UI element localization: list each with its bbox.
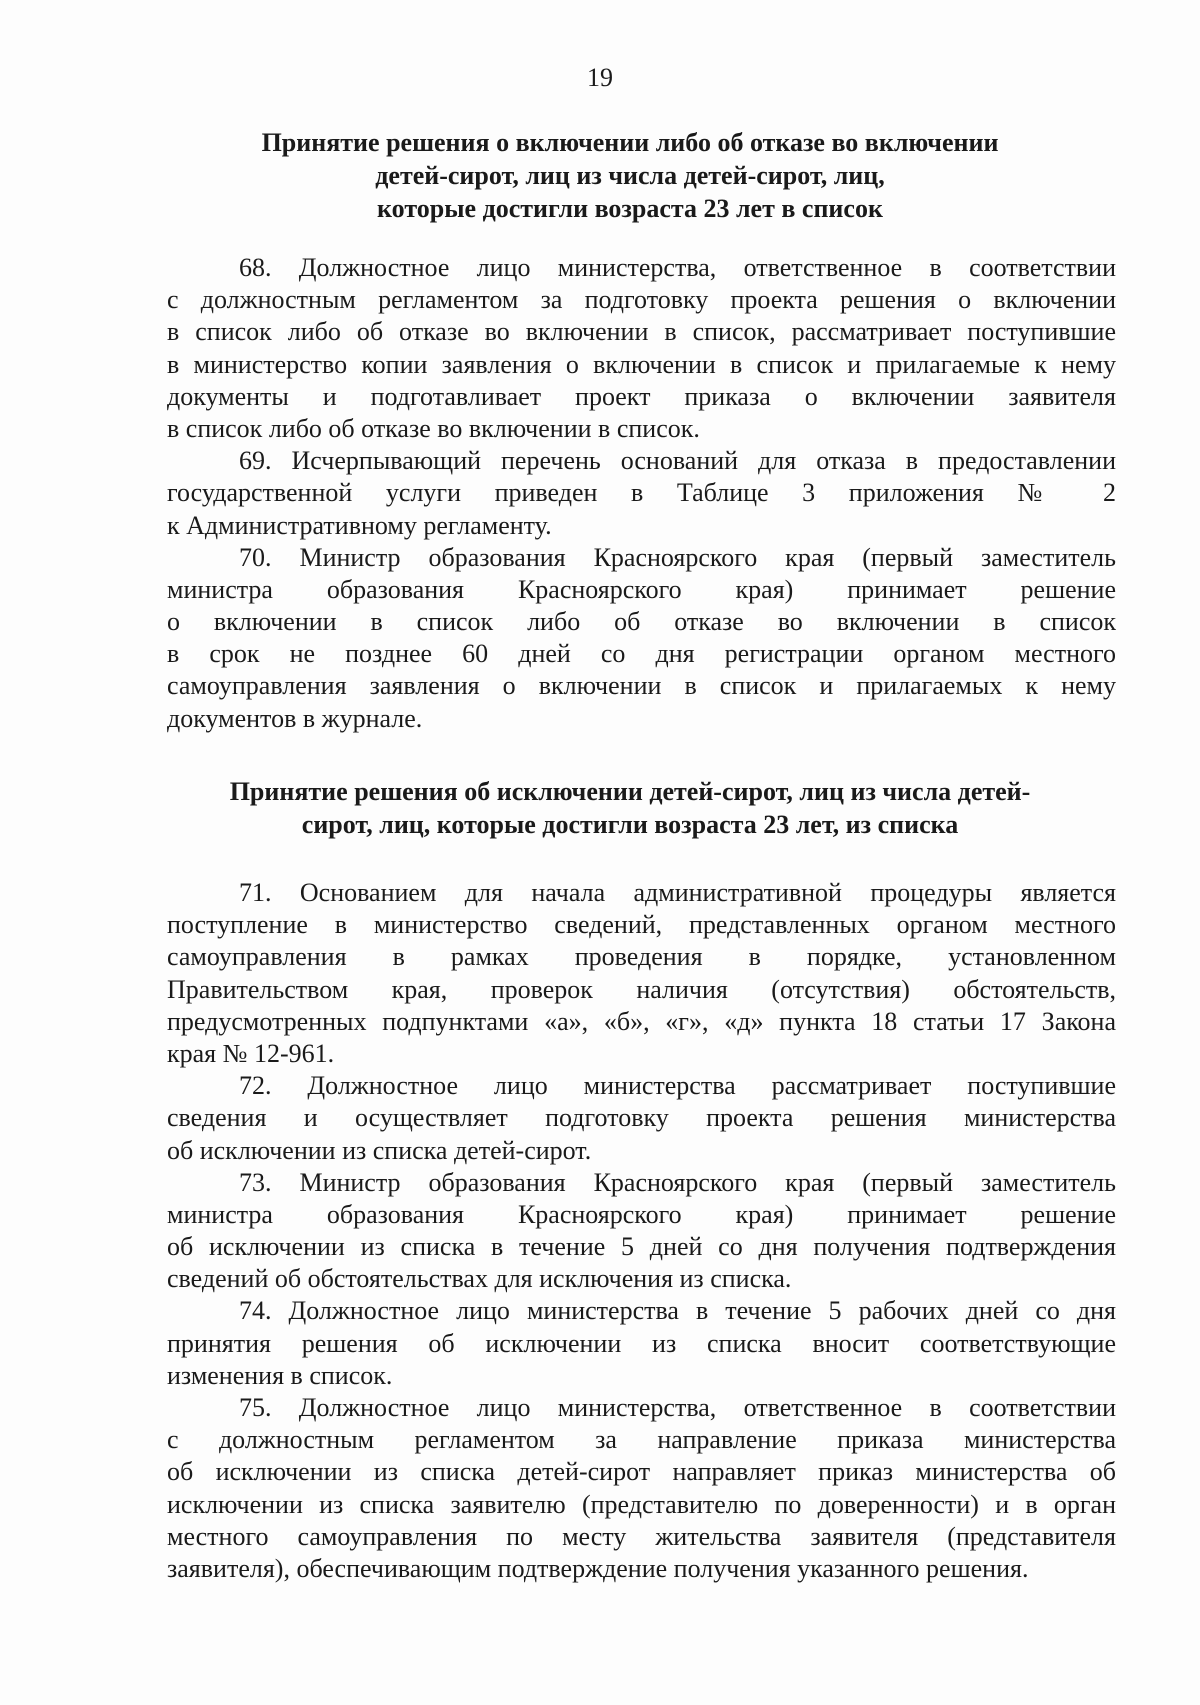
heading-line: Принятие решения о включении либо об отказе во включении	[261, 128, 999, 157]
text-line: поступление в министерство сведений, представленных органом местного	[167, 910, 1116, 940]
text-line: изменения в список.	[167, 1360, 393, 1390]
text-line: заявителя), обеспечивающим подтверждение получения указанного решения.	[167, 1553, 1029, 1583]
text-line: местного самоуправления по месту жительства заявителя (представителя	[167, 1521, 1116, 1551]
heading-line: которые достигли возраста 23 лет в список	[377, 194, 883, 223]
text-line: министра образования Красноярского края) принимает решение	[167, 1199, 1116, 1229]
text-line: об исключении из списка в течение 5 дней со дня получения подтверждения	[167, 1232, 1116, 1262]
section-body	[167, 877, 1116, 1585]
text-line: документов в журнале.	[167, 703, 423, 733]
text-line: 74. Должностное лицо министерства в течение 5 рабочих дней со дня	[239, 1296, 1116, 1326]
paragraph-68	[167, 252, 1116, 445]
paragraph-74	[167, 1295, 1116, 1392]
text-line: в срок не позднее 60 дней со дня регистрации органом местного	[167, 639, 1116, 669]
heading-line: Принятие решения об исключении детей-сирот, лиц из числа детей-	[229, 777, 1031, 806]
text-line: с должностным регламентом за направление приказа министерства	[167, 1425, 1116, 1455]
text-line: принятия решения об исключении из списка вносит соответствующие	[167, 1328, 1116, 1358]
section-body	[167, 252, 1116, 735]
paragraph-75	[167, 1392, 1116, 1585]
text-line: в список либо об отказе во включении в список.	[167, 413, 700, 443]
text-line: министра образования Красноярского края) принимает решение	[167, 574, 1116, 604]
text-line: самоуправления в рамках проведения в порядке, установленном	[167, 942, 1116, 972]
text-line: предусмотренных подпунктами «а», «б», «г», «д» пункта 18 статьи 17 Закона	[167, 1006, 1116, 1036]
text-line: 68. Должностное лицо министерства, ответственное в соответствии	[239, 253, 1116, 282]
text-line: сведений об обстоятельствах для исключения из списка.	[167, 1264, 792, 1294]
text-line: с должностным регламентом за подготовку проекта решения о включении	[167, 285, 1116, 315]
text-line: 73. Министр образования Красноярского края (первый заместитель	[239, 1167, 1116, 1197]
heading-line: сирот, лиц, которые достигли возраста 23 лет, из списка	[301, 810, 959, 839]
text-line: об исключении из списка детей-сирот направляет приказ министерства об	[167, 1457, 1116, 1487]
text-line: документы и подготавливает проект приказа о включении заявителя	[167, 381, 1116, 411]
text-line: исключении из списка заявителю (представителю по доверенности) и в орган	[167, 1489, 1116, 1519]
paragraph-71	[167, 877, 1116, 1070]
text-line: 70. Министр образования Красноярского края (первый заместитель	[239, 542, 1116, 572]
text-line: 72. Должностное лицо министерства рассматривает поступившие	[239, 1071, 1116, 1101]
paragraph-70	[167, 542, 1116, 735]
text-line: 71. Основанием для начала административной процедуры является	[239, 878, 1116, 907]
text-line: 75. Должностное лицо министерства, ответственное в соответствии	[239, 1393, 1116, 1422]
text-line: о включении в список либо об отказе во включении в список	[167, 607, 1116, 637]
text-line: к Административному регламенту.	[167, 510, 552, 540]
page-number: 19	[587, 63, 613, 92]
paragraph-72	[167, 1070, 1116, 1167]
text-line: государственной услуги приведен в Таблице 3 приложения № 2	[167, 478, 1116, 508]
section-heading	[150, 126, 1110, 225]
heading-line: детей-сирот, лиц из числа детей-сирот, лиц,	[375, 161, 885, 190]
text-line: в министерство копии заявления о включении в список и прилагаемые к нему	[167, 349, 1116, 379]
text-line: Правительством края, проверок наличия (отсутствия) обстоятельств,	[167, 974, 1116, 1004]
text-line: сведения и осуществляет подготовку проекта решения министерства	[167, 1103, 1116, 1133]
text-line: об исключении из списка детей-сирот.	[167, 1135, 592, 1165]
section-heading	[150, 775, 1110, 841]
text-line: самоуправления заявления о включении в список и прилагаемых к нему	[167, 671, 1116, 701]
text-line: в список либо об отказе во включении в список, рассматривает поступившие	[167, 317, 1116, 347]
text-line: края № 12-961.	[167, 1038, 335, 1068]
text-line: 69. Исчерпывающий перечень оснований для отказа в предоставлении	[239, 446, 1116, 476]
paragraph-69	[167, 445, 1116, 542]
paragraph-73	[167, 1167, 1116, 1296]
